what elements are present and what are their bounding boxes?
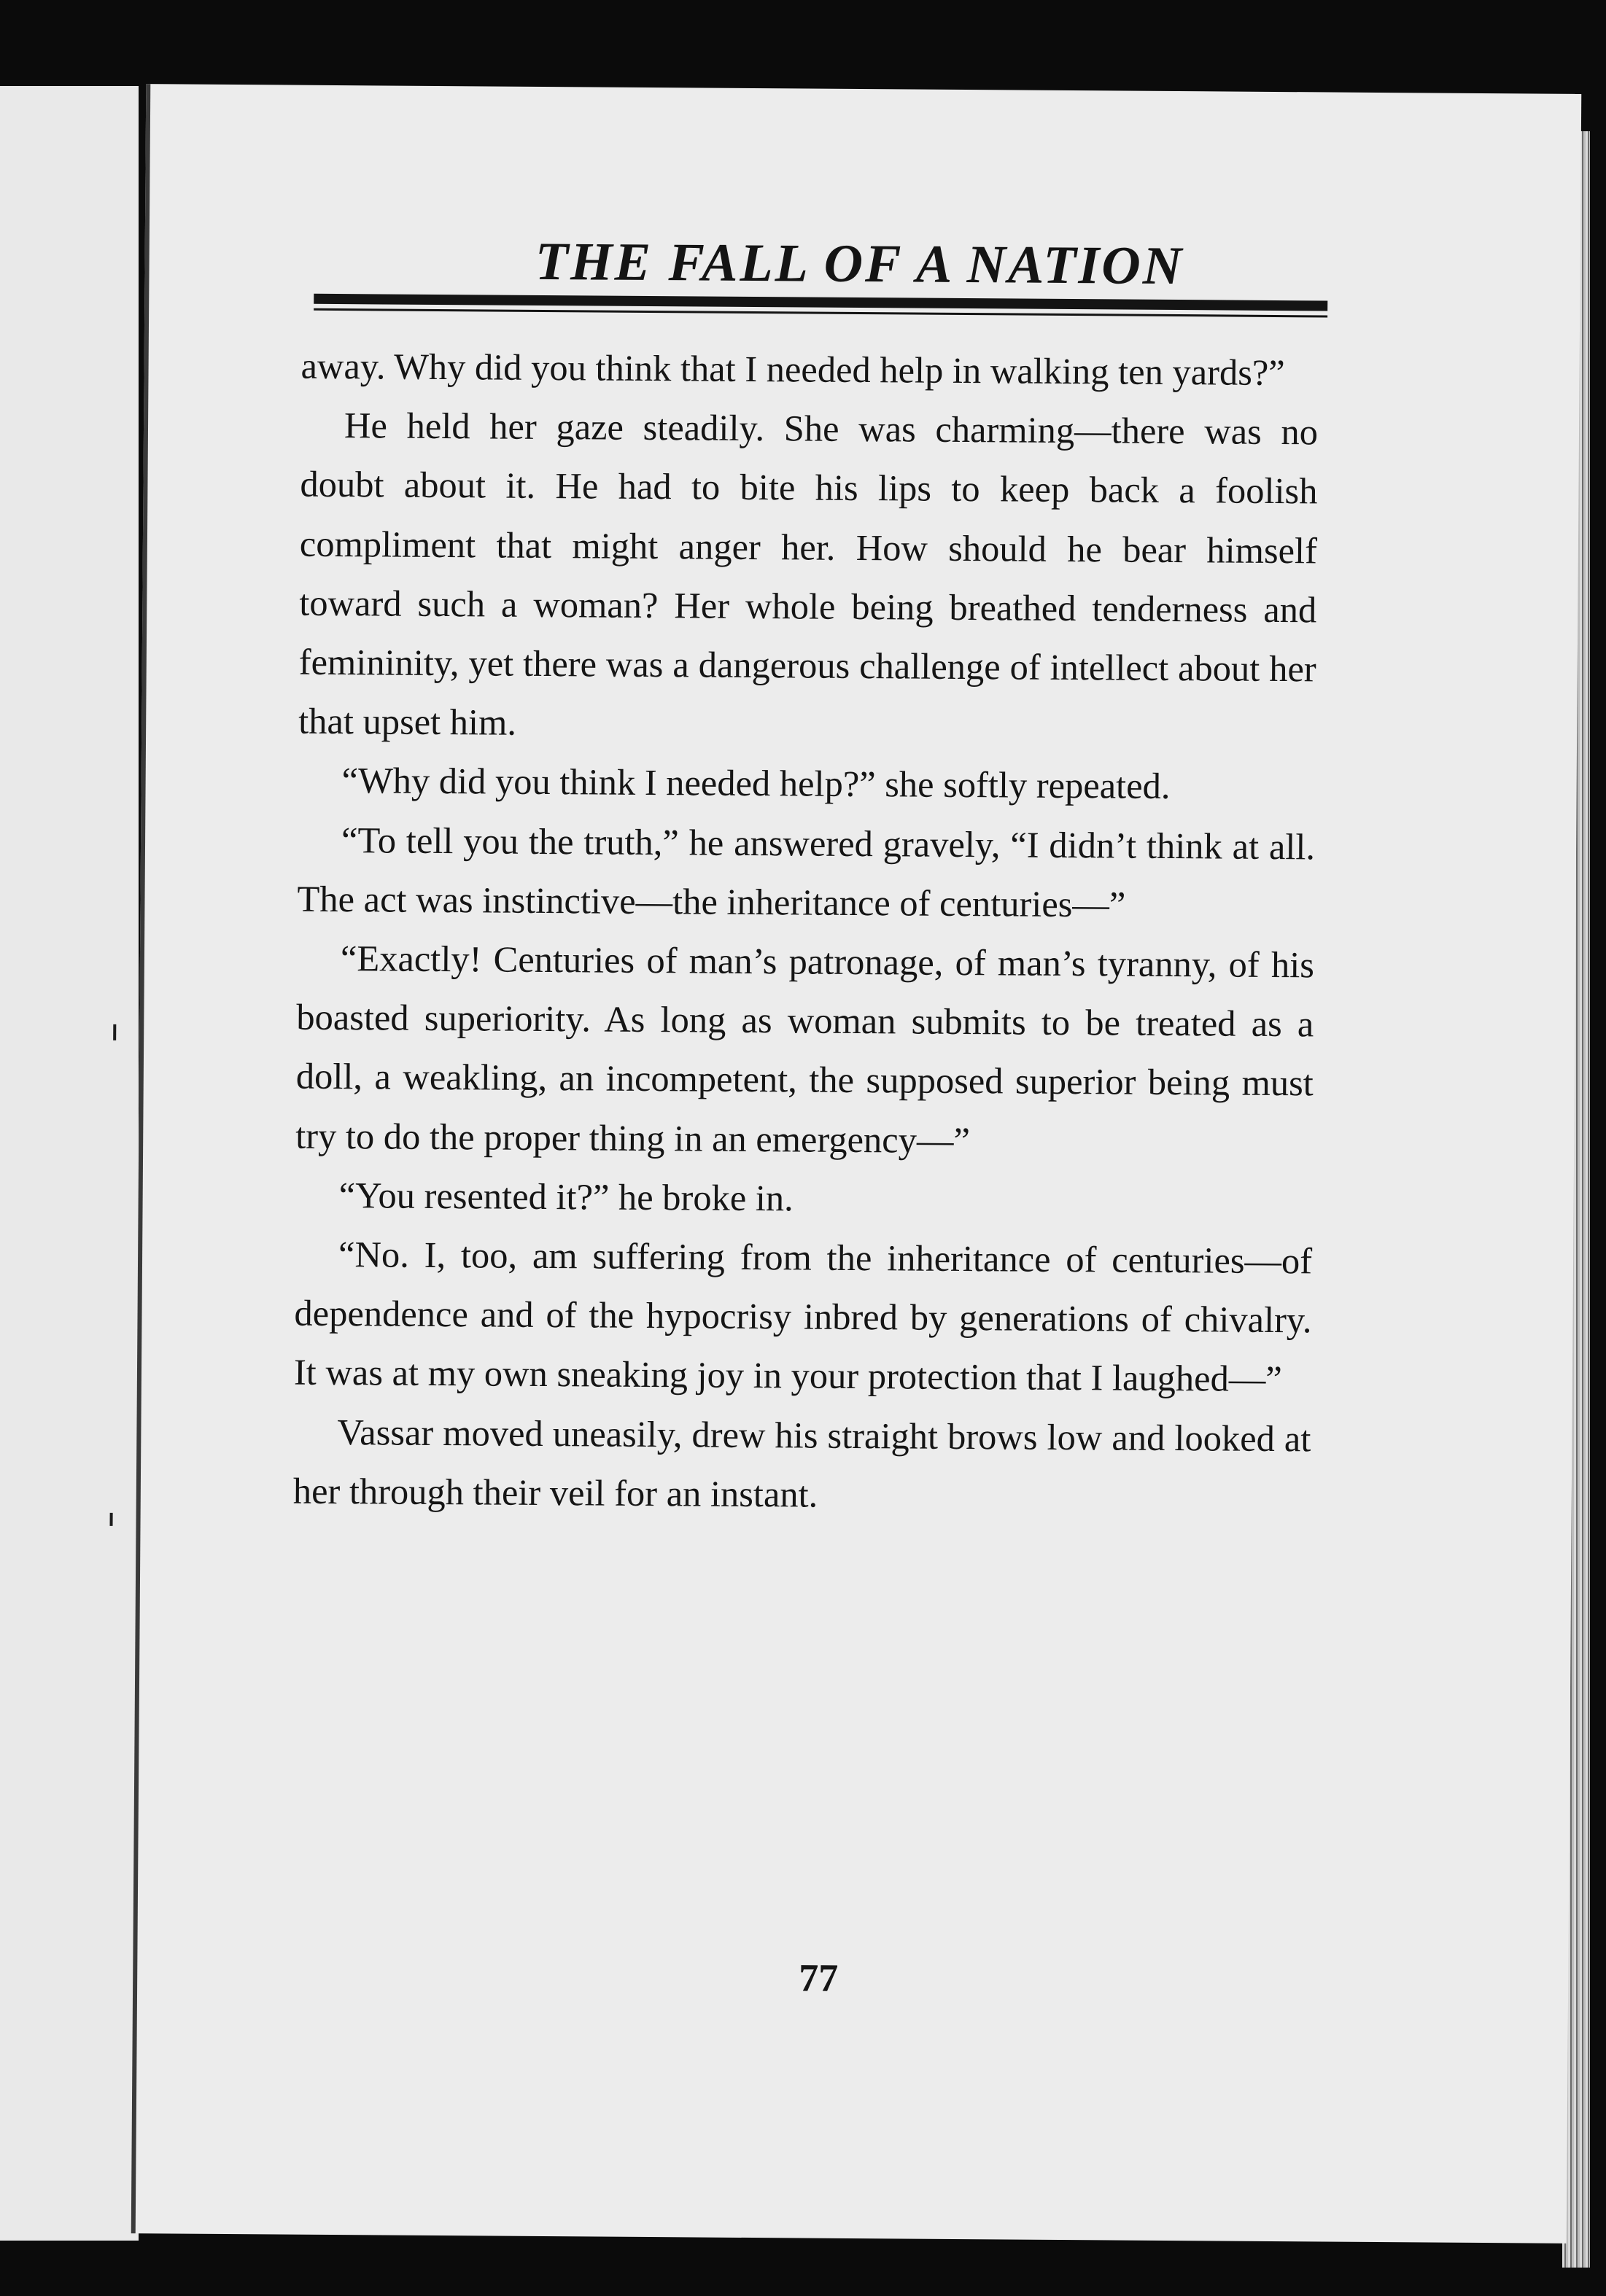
paragraph: Vassar moved uneasily, drew his straight brows low and looked at her through their veil for an instant.	[292, 1411, 1311, 1515]
paragraph: “Exactly! Centuries of man’s patronage, of man’s tyranny, of his boasted superiority. As long as woman submits to be treated as a doll, a weakling, an incompetent, the supposed superior being must try to do the proper thing in an emergency—”	[295, 938, 1315, 1161]
paragraph: away. Why did you think that I needed help in walking ten yards?”	[300, 345, 1285, 394]
paragraph: “No. I, too, am suffering from the inheritance of centuries—of dependence and of the hypocrisy inbred by generations of chivalry. It was at my own sneaking joy in your protection that I laughed—”	[293, 1234, 1313, 1400]
paragraph: He held her gaze steadily. She was charming—there was no doubt about it. He had to bite his lips to keep back a foolish compliment that might anger her. How should he bear himself toward such a woman? Her whole being breathed tenderness and femininity, yet there was a dangerous challenge of intellect about her that upset him.	[298, 405, 1319, 743]
running-head: THE FALL OF A NATION	[535, 231, 1184, 297]
paragraph: “To tell you the truth,” he answered gravely, “I didn’t think at all. The act was instinctive—the inheritance of centuries—”	[297, 819, 1316, 925]
paragraph: “You resented it?” he broke in.	[338, 1174, 794, 1219]
previous-page-edge	[0, 86, 139, 2241]
body-text	[293, 337, 1319, 1528]
gutter-mark	[113, 1024, 116, 1040]
page-number: 77	[798, 1956, 839, 2000]
paragraph: “Why did you think I needed help?” she softly repeated.	[341, 760, 1171, 807]
gutter-mark	[110, 1513, 113, 1526]
book-page	[131, 84, 1582, 2244]
